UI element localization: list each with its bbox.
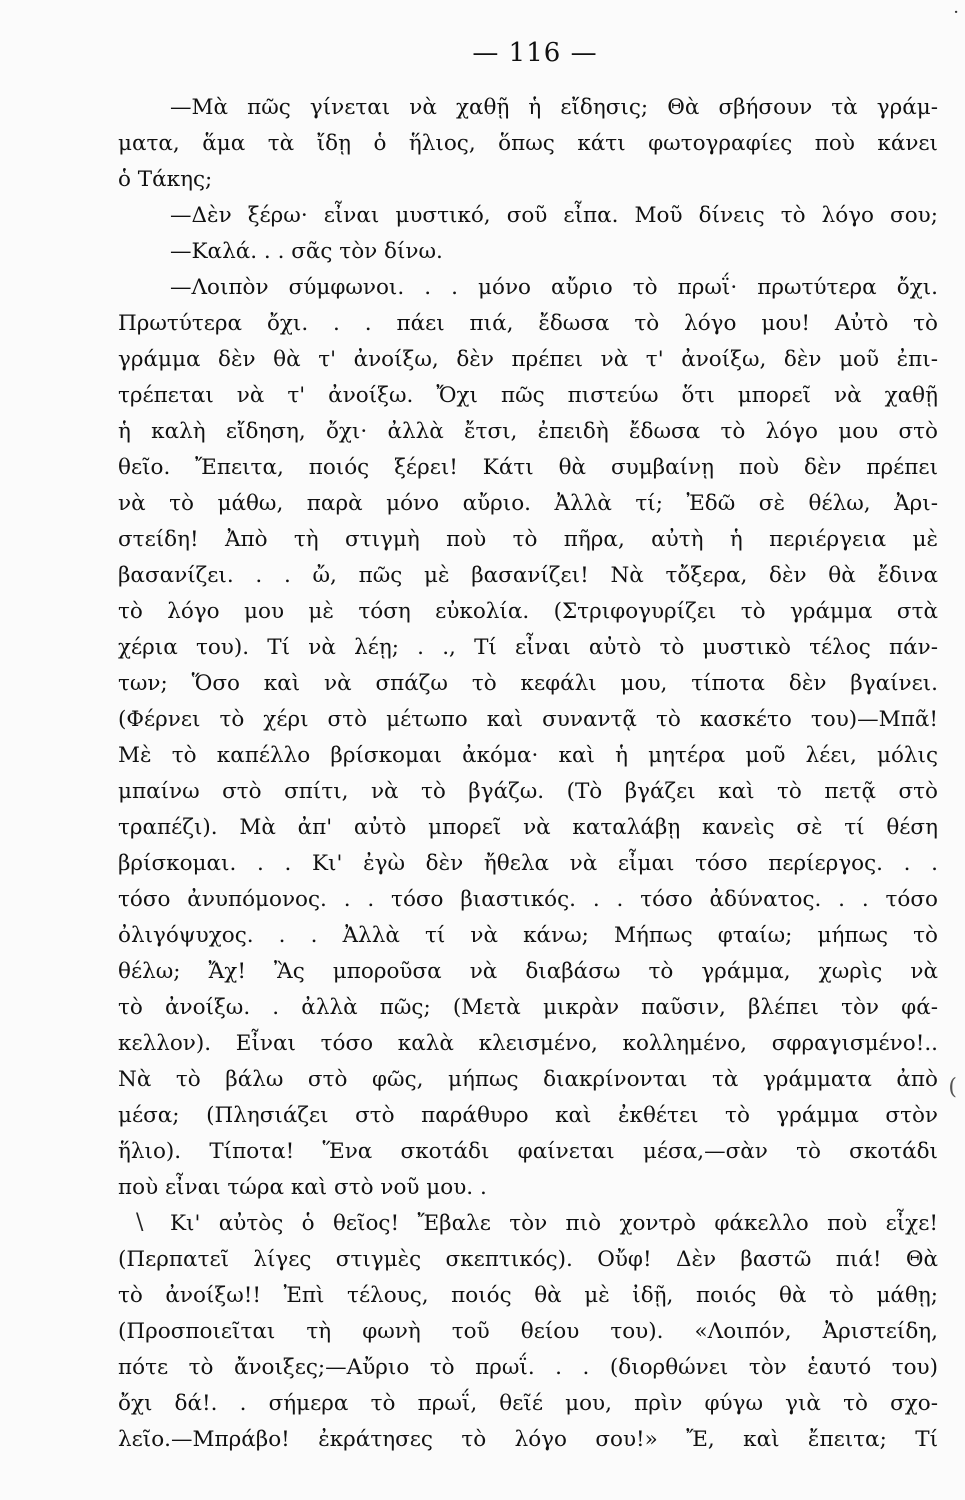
text-line: ποὺ εἶναι τώρα καὶ στὸ νοῦ μου. . [118,1175,487,1200]
text-line: Νὰ τὸ βάλω στὸ φῶς, μήπως διακρίνονται τὰ γράμματα ἀπὸ [118,1067,938,1092]
text-line: γράμμα δὲν θὰ τ' ἀνοίξω, δὲν πρέπει νὰ τ' ἀνοίξω, δὲν μοῦ ἐπι- [118,347,938,372]
text-line: ματα, ἅμα τὰ ἴδῃ ὁ ἥλιος, ὅπως κάτι φωτογραφίες ποὺ κάνει [118,131,938,156]
text-line: θεῖο. Ἔπειτα, ποιός ξέρει! Κάτι θὰ συμβαίνῃ ποὺ δὲν πρέπει [118,455,938,480]
text-line: τρέπεται νὰ τ' ἀνοίξω. Ὄχι πῶς πιστεύω ὅτι μπορεῖ νὰ χαθῇ [118,383,938,408]
page-body-text [118,90,938,1458]
text-line: χέρια του). Τί νὰ λέῃ; . ., Τί εἶναι αὐτὸ τὸ μυστικὸ τέλος πάν- [118,635,938,660]
text-line: των; Ὅσο καὶ νὰ σπάζω τὸ κεφάλι μου, τίποτα δὲν βγαίνει. [118,671,938,696]
text-line: ἥλιο). Τίποτα! Ἕνα σκοτάδι φαίνεται μέσα,—σὰν τὸ σκοτάδι [118,1139,938,1164]
text-line: μέσα; (Πλησιάζει στὸ παράθυρο καὶ ἐκθέτει τὸ γράμμα στὸν [118,1103,938,1128]
text-line: (Προσποιεῖται τὴ φωνὴ τοῦ θείου του). «Λοιπόν, Ἀριστείδη, [118,1319,938,1344]
text-line: —Καλά. . . σᾶς τὸν δίνω. [170,239,443,264]
text-line: Πρωτύτερα ὄχι. . . πάει πιά, ἔδωσα τὸ λόγο μου! Αὐτὸ τὸ [118,311,938,336]
page-edge-mark: · [953,2,959,23]
text-line: ἡ καλὴ εἴδηση, ὄχι· ἀλλὰ ἔτσι, ἐπειδὴ ἔδωσα τὸ λόγο μου στὸ [118,419,938,444]
text-line: τραπέζι). Μὰ ἀπ' αὐτὸ μπορεῖ νὰ καταλάβῃ κανεὶς σὲ τί θέση [118,815,938,840]
text-line: πότε τὸ ἄνοιξες;—Αὔριο τὸ πρωΐ. . . (διορθώνει τὸν ἑαυτό του) [118,1355,938,1380]
text-line: (Περπατεῖ λίγες στιγμὲς σκεπτικός). Οὔφ! Δὲν βαστῶ πιά! Θὰ [118,1247,938,1272]
text-line: τὸ λόγο μου μὲ τόση εὐκολία. (Στριφογυρίζει τὸ γράμμα στὰ [118,599,938,624]
text-line: νὰ τὸ μάθω, παρὰ μόνο αὔριο. Ἀλλὰ τί; Ἐδῶ σὲ θέλω, Ἀρι- [118,491,938,516]
text-line: στείδη! Ἀπὸ τὴ στιγμὴ ποὺ τὸ πῆρα, αὐτὴ ἡ περιέργεια μὲ [118,527,938,552]
text-line: —Μὰ πῶς γίνεται νὰ χαθῇ ἡ εἴδησις; Θὰ σβήσουν τὰ γράμ- [170,95,938,120]
text-line: τὸ ἀνοίξω. . ἀλλὰ πῶς; (Μετὰ μικρὰν παῦσιν, βλέπει τὸν φά- [118,995,938,1020]
text-line: —Δὲν ξέρω· εἶναι μυστικό, σοῦ εἶπα. Μοῦ δίνεις τὸ λόγο σου; [170,203,938,228]
text-line: βρίσκομαι. . . Κι' ἐγὼ δὲν ἤθελα νὰ εἶμαι τόσο περίεργος. . . [118,851,938,876]
page-edge-mark: ( [948,1075,957,1100]
text-line: ὀλιγόψυχος. . . Ἀλλὰ τί νὰ κάνω; Μήπως φταίω; μήπως τὸ [118,923,938,948]
text-line: ὁ Τάκης; [118,167,213,192]
text-line: ὄχι δά!. . σήμερα τὸ πρωΐ, θεῖέ μου, πρὶν φύγω γιὰ τὸ σχο- [118,1391,938,1416]
text-line: κελλον). Εἶναι τόσο καλὰ κλεισμένο, κολλημένο, σφραγισμένο!.. [118,1031,938,1056]
text-line: λεῖο.—Μπράβο! ἐκράτησες τὸ λόγο σου!» Ἔ, καὶ ἔπειτα; Τί [118,1427,938,1452]
margin-pencil-mark: \ [136,1210,144,1235]
text-line: τὸ ἀνοίξω!! Ἐπὶ τέλους, ποιός θὰ μὲ ἰδῇ, ποιός θὰ τὸ μάθῃ; [118,1283,938,1308]
text-line: τόσο ἀνυπόμονος. . . τόσο βιαστικός. . . τόσο ἀδύνατος. . . τόσο [118,887,938,912]
text-line: θέλω; Ἄχ! Ἂς μποροῦσα νὰ διαβάσω τὸ γράμμα, χωρὶς νὰ [118,959,938,984]
text-line: —Λοιπὸν σύμφωνοι. . . μόνο αὔριο τὸ πρωΐ· πρωτύτερα ὄχι. [170,275,938,300]
page-number: — 116 — [472,38,598,68]
text-line: Μὲ τὸ καπέλλο βρίσκομαι ἀκόμα· καὶ ἡ μητέρα μοῦ λέει, μόλις [118,743,938,768]
text-line: (Φέρνει τὸ χέρι στὸ μέτωπο καὶ συναντᾷ τὸ κασκέτο του)—Μπᾶ! [118,707,938,732]
text-line: μπαίνω στὸ σπίτι, νὰ τὸ βγάζω. (Τὸ βγάζει καὶ τὸ πετᾷ στὸ [118,779,938,804]
text-line: βασανίζει. . . ὤ, πῶς μὲ βασανίζει! Νὰ τὄξερα, δὲν θὰ ἔδινα [118,563,938,588]
text-line: Κι' αὐτὸς ὁ θεῖος! Ἔβαλε τὸν πιὸ χοντρὸ φάκελλο ποὺ εἶχε! [170,1211,938,1236]
